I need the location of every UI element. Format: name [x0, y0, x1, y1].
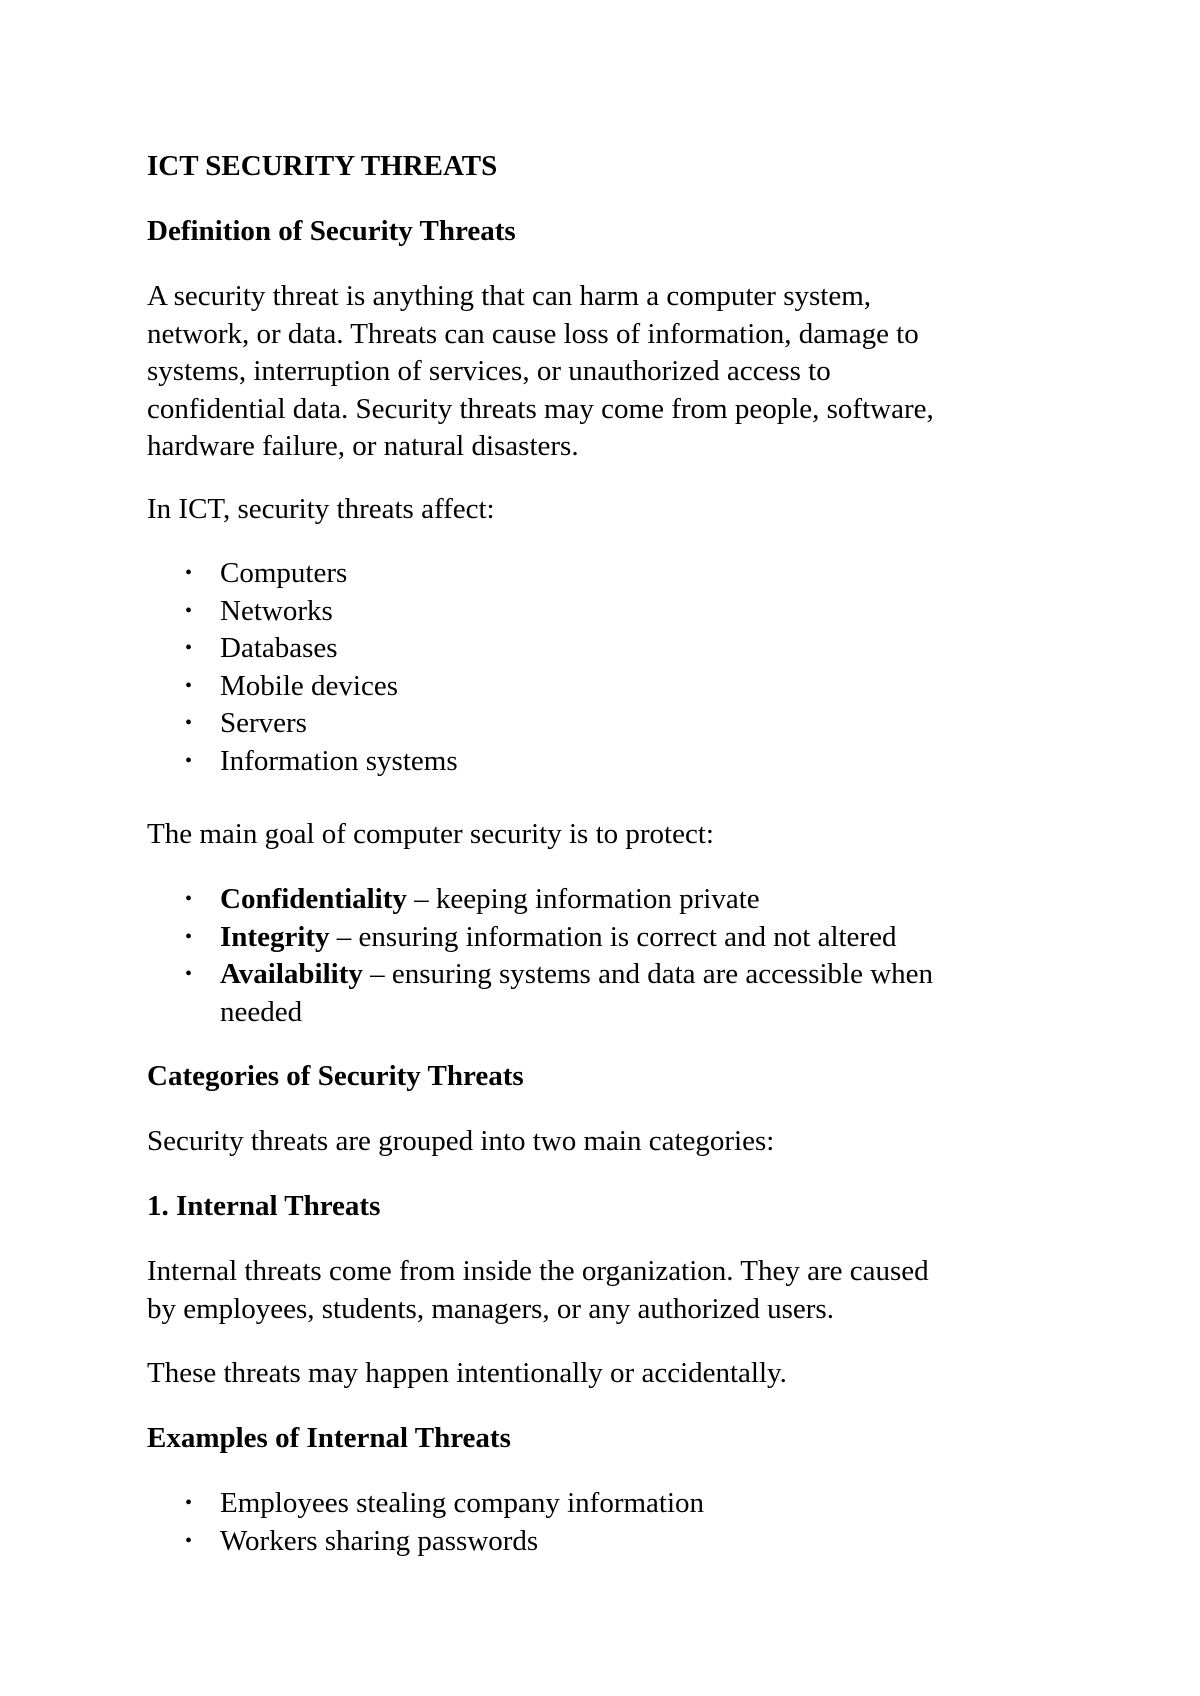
- bullet-icon: •: [185, 674, 193, 697]
- paragraph-line: A security threat is anything that can harm a computer system,: [147, 280, 871, 312]
- list-item-text: Workers sharing passwords: [220, 1524, 539, 1557]
- list-item-text: Databases: [220, 632, 338, 664]
- affects-intro: In ICT, security threats affect:: [147, 493, 495, 525]
- goal-description-continued: needed: [220, 995, 303, 1028]
- definition-paragraph: [147, 278, 934, 466]
- bullet-icon: •: [185, 963, 193, 985]
- goals-list: [147, 881, 933, 1031]
- categories-heading: Categories of Security Threats: [147, 1060, 524, 1092]
- bullet-icon: •: [185, 1492, 193, 1514]
- bullet-icon: •: [185, 712, 193, 734]
- list-item: [147, 1485, 704, 1523]
- internal-threats-note: These threats may happen intentionally or accidentally.: [147, 1357, 787, 1389]
- goal-description: – ensuring systems and data are accessible when: [362, 958, 934, 990]
- list-item-text: Servers: [220, 707, 307, 739]
- bullet-icon: •: [185, 888, 193, 910]
- list-item-text: Employees stealing company information: [220, 1487, 705, 1519]
- paragraph-line: Internal threats come from inside the organization. They are caused: [147, 1255, 929, 1287]
- goal-description: – ensuring information is correct and not altered: [329, 920, 897, 953]
- internal-threats-paragraph: [147, 1253, 929, 1328]
- goal-term: Availability: [220, 958, 363, 990]
- bullet-icon: •: [185, 749, 193, 772]
- paragraph-line: network, or data. Threats can cause loss of information, damage to: [147, 317, 919, 350]
- goal-description: – keeping information private: [406, 883, 760, 915]
- list-item: [147, 705, 458, 743]
- goals-intro: The main goal of computer security is to protect:: [147, 818, 714, 850]
- document-title: ICT SECURITY THREATS: [147, 150, 498, 182]
- list-item: [147, 743, 458, 781]
- list-item: [147, 593, 458, 631]
- list-item: [147, 919, 933, 957]
- list-item: [147, 881, 933, 919]
- examples-list: [147, 1485, 704, 1560]
- goal-term: Confidentiality: [220, 883, 407, 915]
- paragraph-line: hardware failure, or natural disasters.: [147, 430, 579, 462]
- list-item: [147, 555, 458, 593]
- list-item-text: Networks: [220, 594, 333, 627]
- list-item-text: Computers: [220, 557, 348, 589]
- bullet-icon: •: [185, 599, 193, 622]
- bullet-icon: •: [185, 1529, 193, 1552]
- paragraph-line: by employees, students, managers, or any authorized users.: [147, 1292, 834, 1325]
- paragraph-line: confidential data. Security threats may come from people, software,: [147, 392, 934, 425]
- examples-heading: Examples of Internal Threats: [147, 1422, 511, 1454]
- list-item: [147, 630, 458, 668]
- definition-heading: Definition of Security Threats: [147, 215, 516, 247]
- affects-list: [147, 555, 458, 780]
- list-item: [147, 668, 458, 706]
- bullet-icon: •: [185, 925, 193, 948]
- paragraph-line: systems, interruption of services, or unauthorized access to: [147, 355, 831, 387]
- bullet-icon: •: [185, 637, 193, 659]
- list-item: [147, 956, 933, 1031]
- categories-intro: Security threats are grouped into two main categories:: [147, 1125, 775, 1157]
- internal-threats-heading: 1. Internal Threats: [147, 1190, 381, 1222]
- bullet-icon: •: [185, 562, 193, 584]
- list-item-text: Information systems: [220, 744, 458, 777]
- goal-term: Integrity: [220, 920, 330, 953]
- list-item-text: Mobile devices: [220, 669, 398, 702]
- list-item: [147, 1523, 704, 1561]
